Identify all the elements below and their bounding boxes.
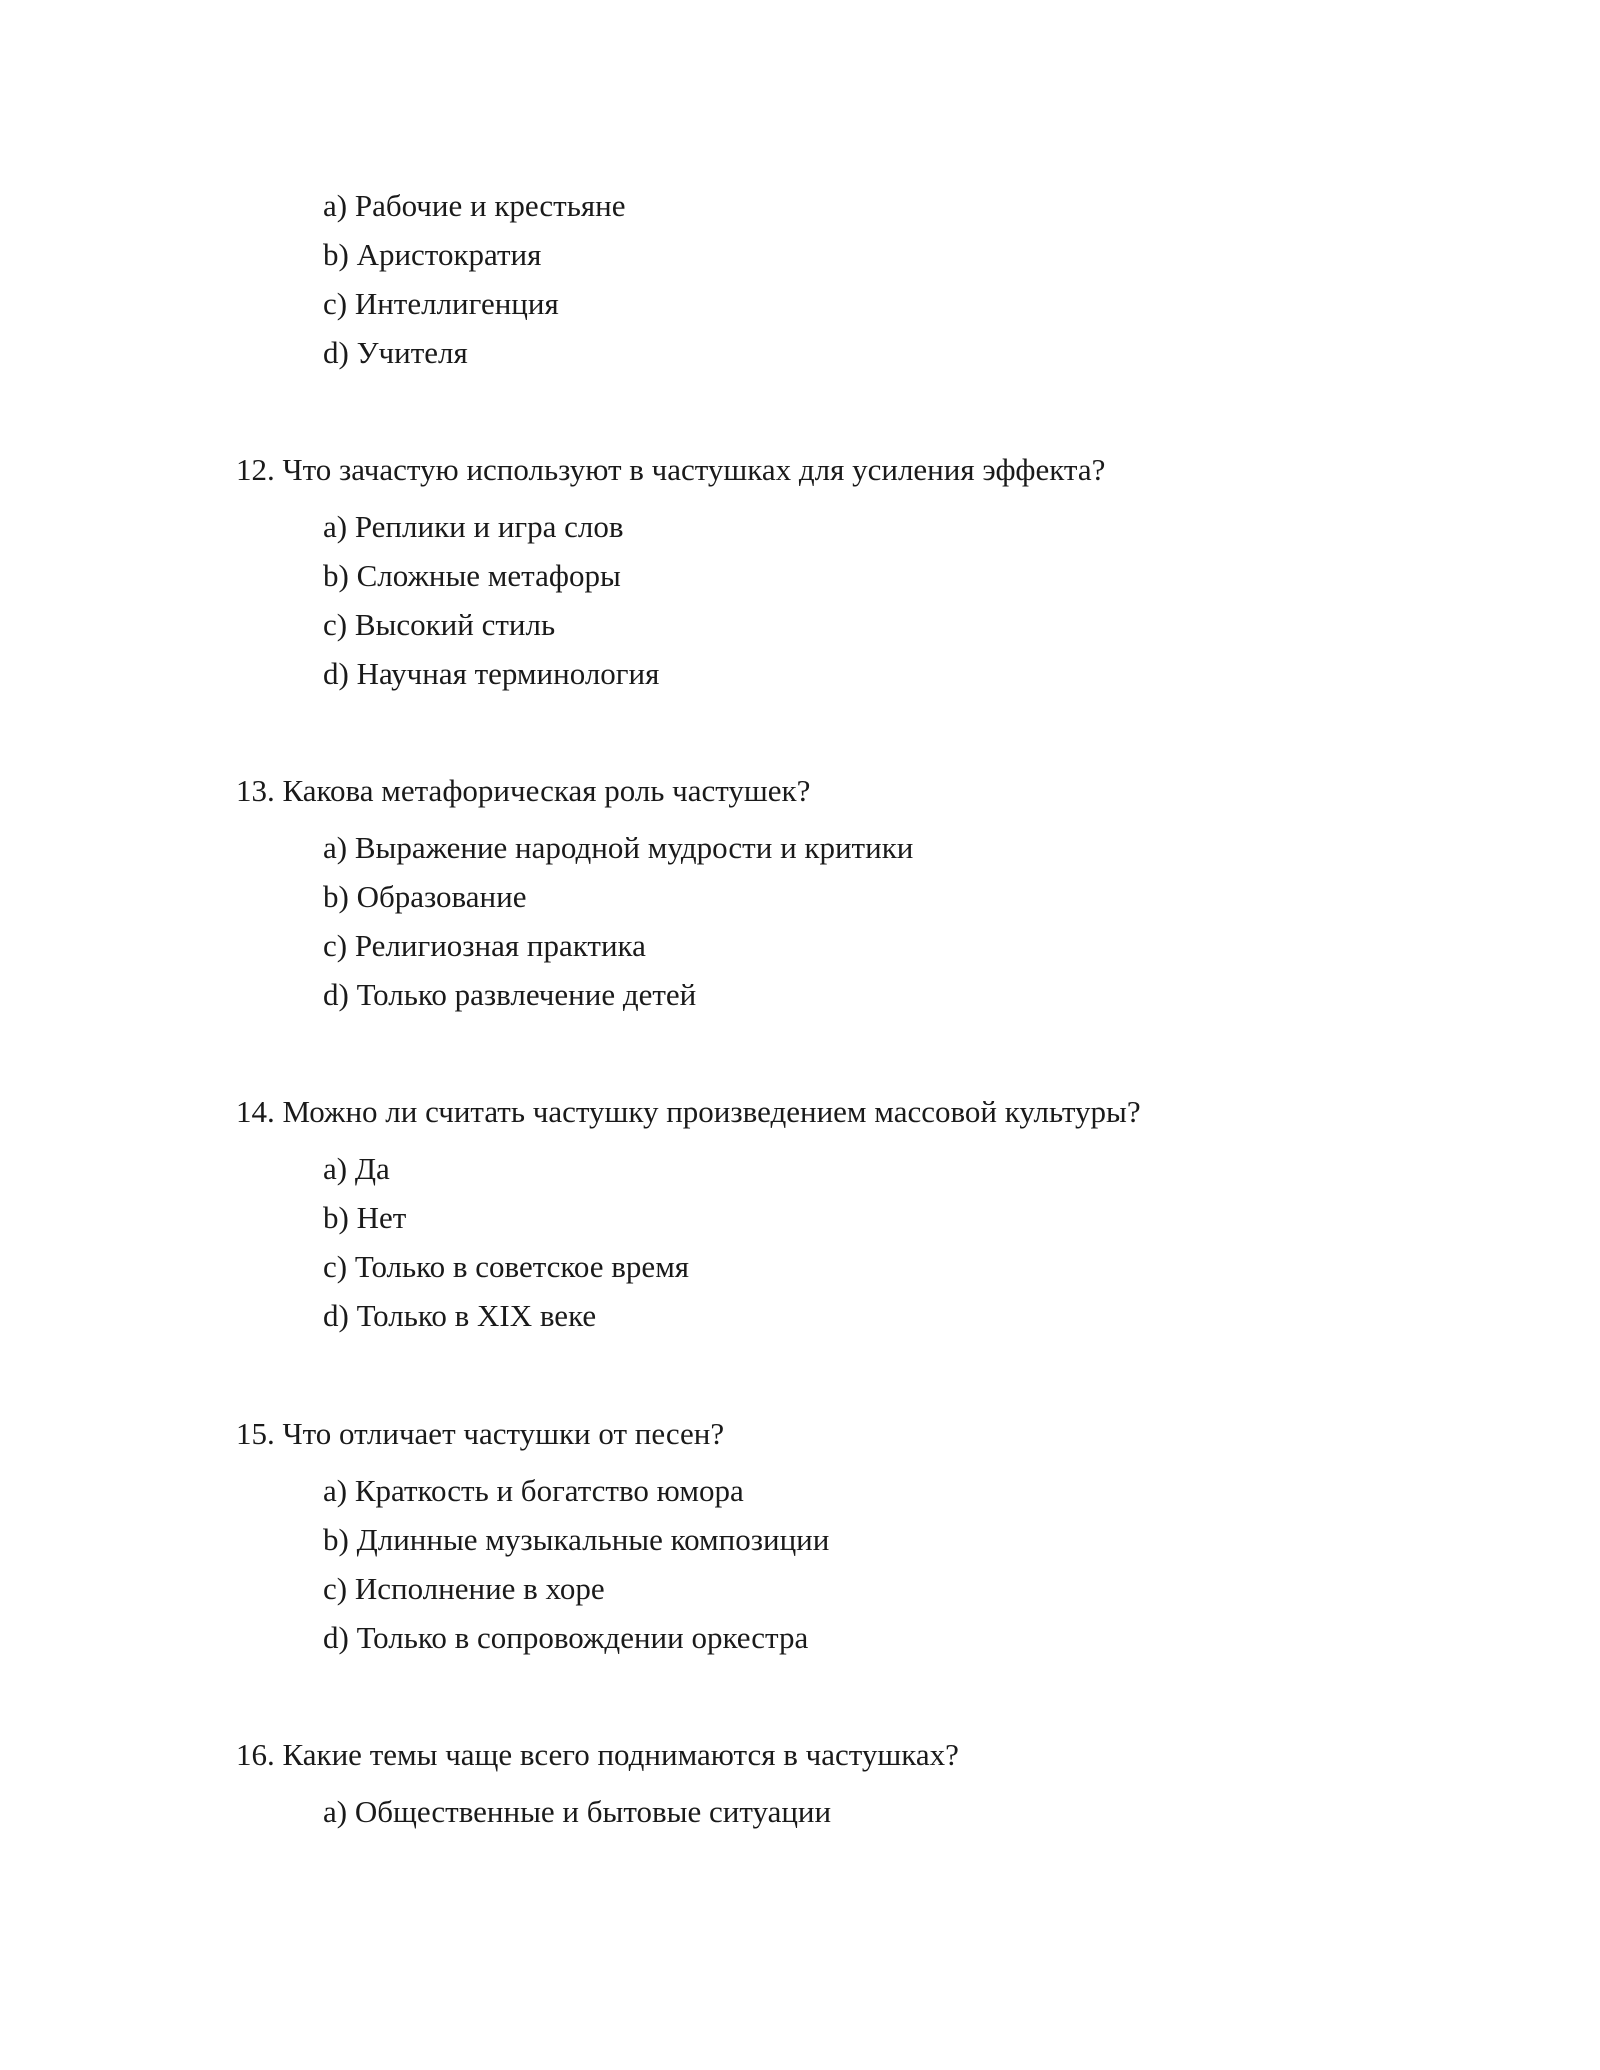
question-14-option-b: b) Нет — [323, 1200, 407, 1235]
question-12-option-d: d) Научная терминология — [323, 656, 660, 691]
question-13-text: 13. Какова метафорическая роль частушек? — [236, 773, 811, 808]
option-prev-c: c) Интеллигенция — [323, 286, 559, 321]
question-14-option-d: d) Только в XIX веке — [323, 1298, 597, 1333]
option-prev-d: d) Учителя — [323, 335, 468, 370]
question-14-option-c: c) Только в советское время — [323, 1249, 690, 1284]
option-prev-b: b) Аристократия — [323, 237, 542, 272]
question-13-option-a: a) Выражение народной мудрости и критики — [323, 830, 914, 865]
question-15-option-a: a) Краткость и богатство юмора — [323, 1473, 744, 1508]
option-prev-a: a) Рабочие и крестьяне — [323, 188, 626, 223]
question-14-text: 14. Можно ли считать частушку произведением массовой культуры? — [236, 1094, 1141, 1129]
question-12-option-b: b) Сложные метафоры — [323, 558, 621, 593]
question-15-option-b: b) Длинные музыкальные композиции — [323, 1522, 830, 1557]
question-13-option-c: c) Религиозная практика — [323, 928, 646, 963]
question-15-option-d: d) Только в сопровождении оркестра — [323, 1620, 809, 1655]
question-15-text: 15. Что отличает частушки от песен? — [236, 1416, 725, 1451]
question-15-option-c: c) Исполнение в хоре — [323, 1571, 605, 1606]
question-12-option-a: a) Реплики и игра слов — [323, 509, 624, 544]
question-12-option-c: c) Высокий стиль — [323, 607, 556, 642]
question-14-option-a: a) Да — [323, 1151, 390, 1186]
question-12-text: 12. Что зачастую используют в частушках для усиления эффекта? — [236, 452, 1106, 487]
question-16-text: 16. Какие темы чаще всего поднимаются в частушках? — [236, 1737, 959, 1772]
question-13-option-d: d) Только развлечение детей — [323, 977, 697, 1012]
question-16-option-a: a) Общественные и бытовые ситуации — [323, 1794, 832, 1829]
question-13-option-b: b) Образование — [323, 879, 527, 914]
